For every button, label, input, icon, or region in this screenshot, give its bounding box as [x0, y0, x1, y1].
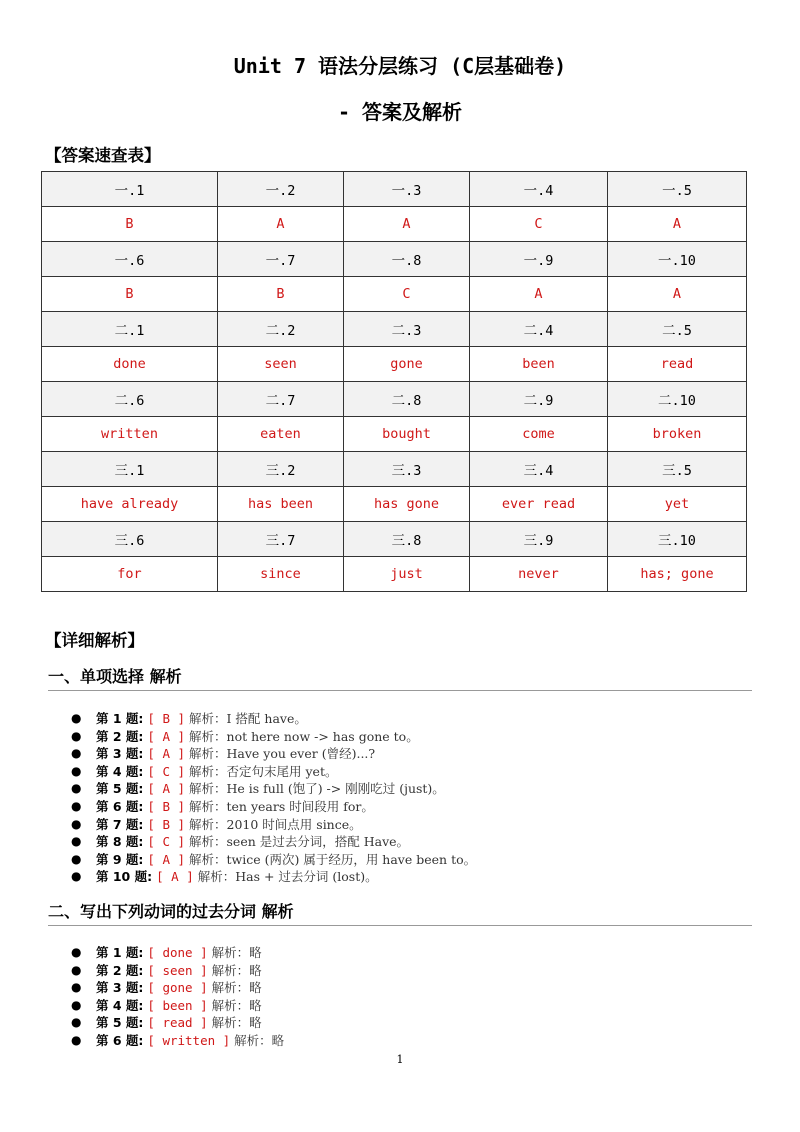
- question-number-row: [42, 312, 747, 347]
- explanation-text: 解析：twice (两次) 属于经历，用 have been to。: [189, 851, 477, 867]
- question-label: 第 5 题:: [96, 1015, 144, 1031]
- explanation-item: [68, 728, 476, 746]
- answer-cell: been: [470, 347, 608, 382]
- explanation-item: [68, 962, 284, 980]
- answer-cell: B: [42, 277, 218, 312]
- question-number-cell: 一.10: [608, 242, 747, 277]
- question-number-cell: 三.9: [470, 522, 608, 557]
- question-label: 第 5 题:: [96, 781, 144, 797]
- answer-cell: broken: [608, 417, 747, 452]
- answer-cell: C: [344, 277, 470, 312]
- explanation-item: [68, 763, 476, 781]
- explanation-text: 解析：略: [234, 1032, 285, 1048]
- answer-row: [42, 417, 747, 452]
- answer-cell: B: [218, 277, 344, 312]
- explanation-text: 解析：2010 时间点用 since。: [189, 816, 362, 832]
- question-number-row: [42, 452, 747, 487]
- document-subtitle: - 答案及解析: [337, 100, 463, 124]
- answer-cell: yet: [608, 487, 747, 522]
- explanation-text: 解析：略: [211, 997, 262, 1013]
- bullet-icon: ●: [71, 980, 82, 995]
- question-number-row: [42, 172, 747, 207]
- answer-cell: A: [218, 207, 344, 242]
- question-label: 第 10 题:: [96, 869, 153, 885]
- part2-list: [68, 944, 284, 1050]
- question-number-cell: 一.4: [470, 172, 608, 207]
- question-number-cell: 二.6: [42, 382, 218, 417]
- explanation-item: [68, 833, 476, 851]
- question-number-cell: 二.10: [608, 382, 747, 417]
- question-number-cell: 一.2: [218, 172, 344, 207]
- explanation-text: 解析：not here now -> has gone to。: [189, 728, 419, 744]
- answer-cell: just: [344, 557, 470, 592]
- question-number-cell: 三.6: [42, 522, 218, 557]
- question-number-cell: 一.8: [344, 242, 470, 277]
- question-number-cell: 一.5: [608, 172, 747, 207]
- question-label: 第 1 题:: [96, 711, 144, 726]
- explanation-text: 解析：ten years 时间段用 for。: [189, 798, 374, 814]
- question-label: 第 1 题:: [96, 945, 144, 960]
- question-number-cell: 二.9: [470, 382, 608, 417]
- answer-cell: A: [608, 277, 747, 312]
- answer-value: [ C ]: [147, 763, 186, 779]
- question-number-cell: 一.3: [344, 172, 470, 207]
- page-number: 1: [396, 1053, 404, 1066]
- explanation-item: [68, 851, 476, 869]
- answer-value: [ B ]: [147, 798, 186, 814]
- question-number-cell: 二.3: [344, 312, 470, 347]
- answer-value: [ A ]: [147, 728, 186, 744]
- question-number-cell: 二.1: [42, 312, 218, 347]
- question-number-cell: 三.3: [344, 452, 470, 487]
- answer-value: [ A ]: [147, 851, 186, 867]
- bullet-icon: ●: [71, 798, 82, 813]
- explanation-item: [68, 1014, 284, 1032]
- bullet-icon: ●: [71, 781, 82, 796]
- bullet-icon: ●: [71, 962, 82, 977]
- bullet-icon: ●: [71, 763, 82, 778]
- question-label: 第 6 题:: [96, 1032, 144, 1048]
- explanation-text: 解析：Have you ever (曾经)...?: [189, 746, 376, 762]
- question-label: 第 2 题:: [96, 728, 144, 744]
- answer-value: [ done ]: [147, 945, 208, 960]
- answer-cell: seen: [218, 347, 344, 382]
- answer-value: [ read ]: [147, 1015, 208, 1031]
- question-label: 第 3 题:: [96, 980, 144, 996]
- explanation-item: [68, 816, 476, 834]
- question-number-cell: 三.10: [608, 522, 747, 557]
- bullet-icon: ●: [71, 1015, 82, 1030]
- explanation-item: [68, 944, 284, 962]
- question-label: 第 9 题:: [96, 851, 144, 867]
- question-number-cell: 一.7: [218, 242, 344, 277]
- question-number-cell: 二.8: [344, 382, 470, 417]
- answer-cell: have already: [42, 487, 218, 522]
- explanation-text: 解析：seen 是过去分词，搭配 Have。: [189, 834, 410, 850]
- answer-cell: written: [42, 417, 218, 452]
- question-number-row: [42, 382, 747, 417]
- bullet-icon: ●: [71, 1032, 82, 1047]
- part1-heading: 一、单项选择 解析: [48, 664, 752, 691]
- question-number-cell: 三.8: [344, 522, 470, 557]
- bullet-icon: ●: [71, 945, 82, 959]
- answer-row: [42, 347, 747, 382]
- question-number-cell: 一.9: [470, 242, 608, 277]
- question-label: 第 4 题:: [96, 763, 144, 779]
- explanation-text: 解析：I 搭配 have。: [189, 711, 307, 726]
- question-number-cell: 二.7: [218, 382, 344, 417]
- part1-list: [68, 710, 476, 886]
- explanation-item: [68, 798, 476, 816]
- answer-cell: come: [470, 417, 608, 452]
- bullet-icon: ●: [71, 834, 82, 849]
- answer-row: [42, 207, 747, 242]
- question-number-cell: 一.1: [42, 172, 218, 207]
- answer-cell: A: [608, 207, 747, 242]
- bullet-icon: ●: [71, 728, 82, 743]
- answer-value: [ gone ]: [147, 980, 208, 996]
- bullet-icon: ●: [71, 746, 82, 761]
- answer-value: [ B ]: [147, 816, 186, 832]
- explanation-item: [68, 745, 476, 763]
- question-number-cell: 二.5: [608, 312, 747, 347]
- explanation-text: 解析：He is full (饱了) -> 刚刚吃过 (just)。: [189, 781, 445, 797]
- explanation-item: [68, 979, 284, 997]
- question-number-cell: 二.4: [470, 312, 608, 347]
- question-label: 第 7 题:: [96, 816, 144, 832]
- answer-row: [42, 487, 747, 522]
- answer-table: [41, 171, 747, 592]
- answer-cell: read: [608, 347, 747, 382]
- question-number-cell: 三.7: [218, 522, 344, 557]
- answer-cell: gone: [344, 347, 470, 382]
- answer-cell: has; gone: [608, 557, 747, 592]
- question-label: 第 4 题:: [96, 997, 144, 1013]
- question-number-cell: 三.2: [218, 452, 344, 487]
- document-title: Unit 7 语法分层练习 (C层基础卷): [233, 54, 567, 78]
- question-label: 第 6 题:: [96, 798, 144, 814]
- explanation-item: [68, 997, 284, 1015]
- question-label: 第 8 题:: [96, 834, 144, 850]
- answer-value: [ A ]: [156, 869, 194, 885]
- answer-value: [ A ]: [147, 781, 186, 797]
- question-number-cell: 三.4: [470, 452, 608, 487]
- answer-cell: for: [42, 557, 218, 592]
- question-number-cell: 三.5: [608, 452, 747, 487]
- answer-value: [ seen ]: [147, 962, 208, 978]
- answer-cell: A: [344, 207, 470, 242]
- answer-cell: done: [42, 347, 218, 382]
- bullet-icon: ●: [71, 869, 82, 884]
- answer-value: [ C ]: [147, 834, 186, 850]
- explanation-item: [68, 710, 476, 728]
- explanation-text: 解析：否定句末尾用 yet。: [189, 763, 338, 779]
- explanation-text: 解析：略: [211, 945, 262, 960]
- explanation-text: 解析：略: [211, 962, 262, 978]
- explanation-item: [68, 868, 476, 886]
- answer-row: [42, 277, 747, 312]
- bullet-icon: ●: [71, 997, 82, 1012]
- answer-cell: B: [42, 207, 218, 242]
- question-number-cell: 二.2: [218, 312, 344, 347]
- answer-cell: has gone: [344, 487, 470, 522]
- bullet-icon: ●: [71, 711, 82, 725]
- answer-cell: ever read: [470, 487, 608, 522]
- explanation-item: [68, 780, 476, 798]
- detail-heading: 【详细解析】: [45, 631, 144, 650]
- answer-cell: has been: [218, 487, 344, 522]
- answer-value: [ B ]: [147, 711, 186, 726]
- question-number-cell: 一.6: [42, 242, 218, 277]
- answer-cell: C: [470, 207, 608, 242]
- explanation-text: 解析：略: [211, 1015, 262, 1031]
- question-number-row: [42, 522, 747, 557]
- answer-cell: eaten: [218, 417, 344, 452]
- answer-cell: A: [470, 277, 608, 312]
- answer-row: [42, 557, 747, 592]
- explanation-item: [68, 1032, 284, 1050]
- bullet-icon: ●: [71, 851, 82, 866]
- answer-cell: since: [218, 557, 344, 592]
- explanation-text: 解析：略: [211, 980, 262, 996]
- answer-table-heading: 【答案速查表】: [45, 146, 161, 165]
- answer-cell: bought: [344, 417, 470, 452]
- question-number-row: [42, 242, 747, 277]
- question-label: 第 2 题:: [96, 962, 144, 978]
- answer-value: [ written ]: [147, 1032, 231, 1048]
- explanation-text: 解析：Has + 过去分词 (lost)。: [197, 869, 378, 885]
- answer-cell: never: [470, 557, 608, 592]
- answer-value: [ been ]: [147, 997, 208, 1013]
- answer-value: [ A ]: [147, 746, 186, 762]
- question-label: 第 3 题:: [96, 746, 144, 762]
- bullet-icon: ●: [71, 816, 82, 831]
- question-number-cell: 三.1: [42, 452, 218, 487]
- part2-heading: 二、写出下列动词的过去分词 解析: [48, 899, 752, 926]
